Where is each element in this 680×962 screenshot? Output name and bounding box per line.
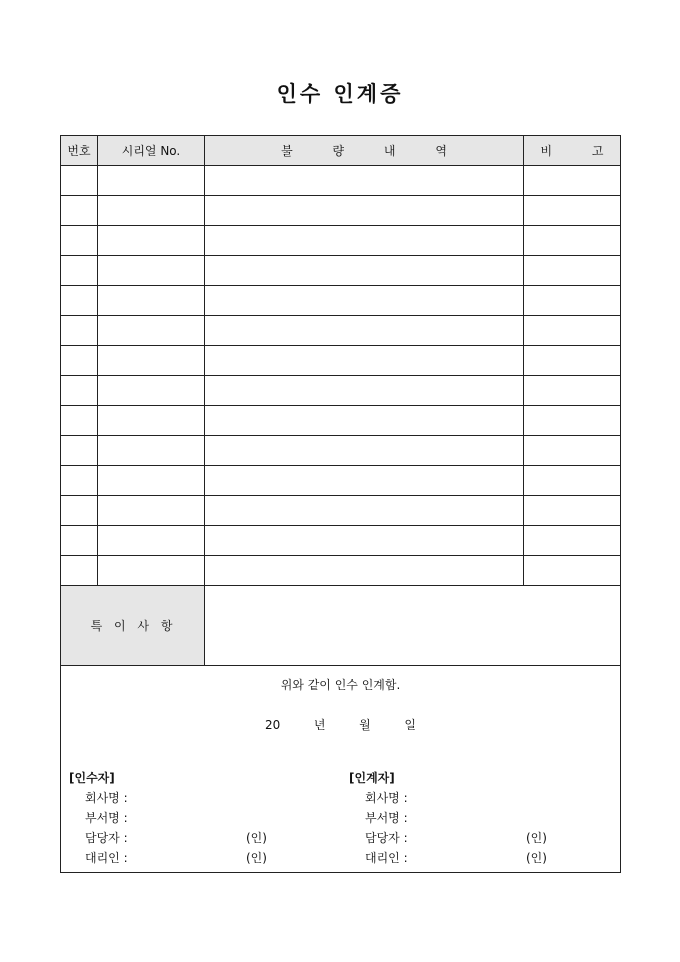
handover-person[interactable]: [349, 829, 619, 849]
handover-company-label: 회사명 :: [365, 791, 408, 805]
defect-cell[interactable]: [205, 166, 524, 196]
receiver-title: [인수자]: [69, 771, 115, 785]
remarks-cell[interactable]: [524, 526, 621, 556]
table-row: [61, 406, 621, 436]
receiver-deputy[interactable]: [69, 849, 339, 869]
no-cell[interactable]: [61, 256, 98, 286]
defect-cell[interactable]: [205, 526, 524, 556]
table-row: [61, 526, 621, 556]
receiver-block: [69, 769, 339, 869]
date-year-prefix: 20: [264, 718, 281, 732]
date-line: [61, 716, 620, 733]
receiver-person[interactable]: [69, 829, 339, 849]
confirm-text: 위와 같이 인수 인계함.: [280, 678, 401, 692]
serial-cell[interactable]: [98, 526, 205, 556]
defect-cell[interactable]: [205, 556, 524, 586]
defect-cell[interactable]: [205, 436, 524, 466]
serial-cell[interactable]: [98, 406, 205, 436]
header-remarks: 비 고: [524, 136, 621, 166]
table-row: [61, 376, 621, 406]
table-row: [61, 556, 621, 586]
special-notes-row: [61, 586, 621, 666]
header-defect: 불 량 내 역: [205, 136, 524, 166]
special-notes-field[interactable]: [205, 586, 621, 666]
header-no: 번호: [61, 136, 98, 166]
no-cell[interactable]: [61, 556, 98, 586]
defect-cell[interactable]: [205, 346, 524, 376]
defect-cell[interactable]: [205, 286, 524, 316]
serial-cell[interactable]: [98, 286, 205, 316]
receiver-company[interactable]: [69, 789, 339, 809]
handover-deputy[interactable]: [349, 849, 619, 869]
table-row: [61, 436, 621, 466]
remarks-cell[interactable]: [524, 196, 621, 226]
handover-person-seal: (인): [526, 831, 547, 845]
serial-cell[interactable]: [98, 226, 205, 256]
serial-cell[interactable]: [98, 316, 205, 346]
handover-person-label: 담당자 :: [365, 831, 408, 845]
handover-block: [349, 769, 619, 869]
header-serial: 시리얼 No.: [98, 136, 205, 166]
no-cell[interactable]: [61, 376, 98, 406]
table-row: [61, 256, 621, 286]
no-cell[interactable]: [61, 346, 98, 376]
remarks-cell[interactable]: [524, 226, 621, 256]
handover-company[interactable]: [349, 789, 619, 809]
document-title: 인수 인계증: [276, 81, 404, 106]
handover-department-label: 부서명 :: [365, 811, 408, 825]
remarks-cell[interactable]: [524, 256, 621, 286]
no-cell[interactable]: [61, 226, 98, 256]
header-row: [61, 136, 621, 166]
serial-cell[interactable]: [98, 466, 205, 496]
receiver-person-label: 담당자 :: [85, 831, 128, 845]
date-day: 일: [404, 718, 417, 732]
table-row: [61, 496, 621, 526]
defect-cell[interactable]: [205, 256, 524, 286]
no-cell[interactable]: [61, 286, 98, 316]
remarks-cell[interactable]: [524, 496, 621, 526]
table-row: [61, 286, 621, 316]
table-row: [61, 346, 621, 376]
no-cell[interactable]: [61, 316, 98, 346]
handover-department[interactable]: [349, 809, 619, 829]
no-cell[interactable]: [61, 526, 98, 556]
serial-cell[interactable]: [98, 436, 205, 466]
no-cell[interactable]: [61, 466, 98, 496]
date-year: 년: [313, 718, 326, 732]
defect-cell[interactable]: [205, 316, 524, 346]
no-cell[interactable]: [61, 406, 98, 436]
remarks-cell[interactable]: [524, 406, 621, 436]
handover-deputy-seal: (인): [526, 851, 547, 865]
table-row: [61, 196, 621, 226]
receiver-department-label: 부서명 :: [85, 811, 128, 825]
table-row: [61, 226, 621, 256]
serial-cell[interactable]: [98, 376, 205, 406]
defect-cell[interactable]: [205, 226, 524, 256]
remarks-cell[interactable]: [524, 466, 621, 496]
receiver-person-seal: (인): [246, 831, 267, 845]
special-notes-label: 특 이 사 항: [61, 586, 205, 666]
handover-title: [인계자]: [349, 771, 395, 785]
receiver-deputy-label: 대리인 :: [85, 851, 128, 865]
no-cell[interactable]: [61, 196, 98, 226]
footer-row: [61, 666, 621, 873]
remarks-cell[interactable]: [524, 286, 621, 316]
serial-cell[interactable]: [98, 556, 205, 586]
signature-section: [61, 666, 621, 873]
date-month: 월: [359, 718, 371, 732]
remarks-cell[interactable]: [524, 316, 621, 346]
handover-deputy-label: 대리인 :: [365, 851, 408, 865]
defect-cell[interactable]: [205, 376, 524, 406]
receiver-deputy-seal: (인): [246, 851, 267, 865]
defect-cell[interactable]: [205, 406, 524, 436]
serial-cell[interactable]: [98, 496, 205, 526]
table-row: [61, 166, 621, 196]
no-cell[interactable]: [61, 496, 98, 526]
remarks-cell[interactable]: [524, 436, 621, 466]
defect-cell[interactable]: [205, 466, 524, 496]
remarks-cell[interactable]: [524, 166, 621, 196]
table-row: [61, 316, 621, 346]
remarks-cell[interactable]: [524, 346, 621, 376]
handover-table: [60, 135, 621, 873]
table-row: [61, 466, 621, 496]
remarks-cell[interactable]: [524, 376, 621, 406]
no-cell[interactable]: [61, 436, 98, 466]
serial-cell[interactable]: [98, 256, 205, 286]
defect-cell[interactable]: [205, 496, 524, 526]
remarks-cell[interactable]: [524, 556, 621, 586]
receiver-company-label: 회사명 :: [85, 791, 128, 805]
no-cell[interactable]: [61, 166, 98, 196]
serial-cell[interactable]: [98, 196, 205, 226]
defect-cell[interactable]: [205, 196, 524, 226]
receiver-department[interactable]: [69, 809, 339, 829]
serial-cell[interactable]: [98, 166, 205, 196]
serial-cell[interactable]: [98, 346, 205, 376]
